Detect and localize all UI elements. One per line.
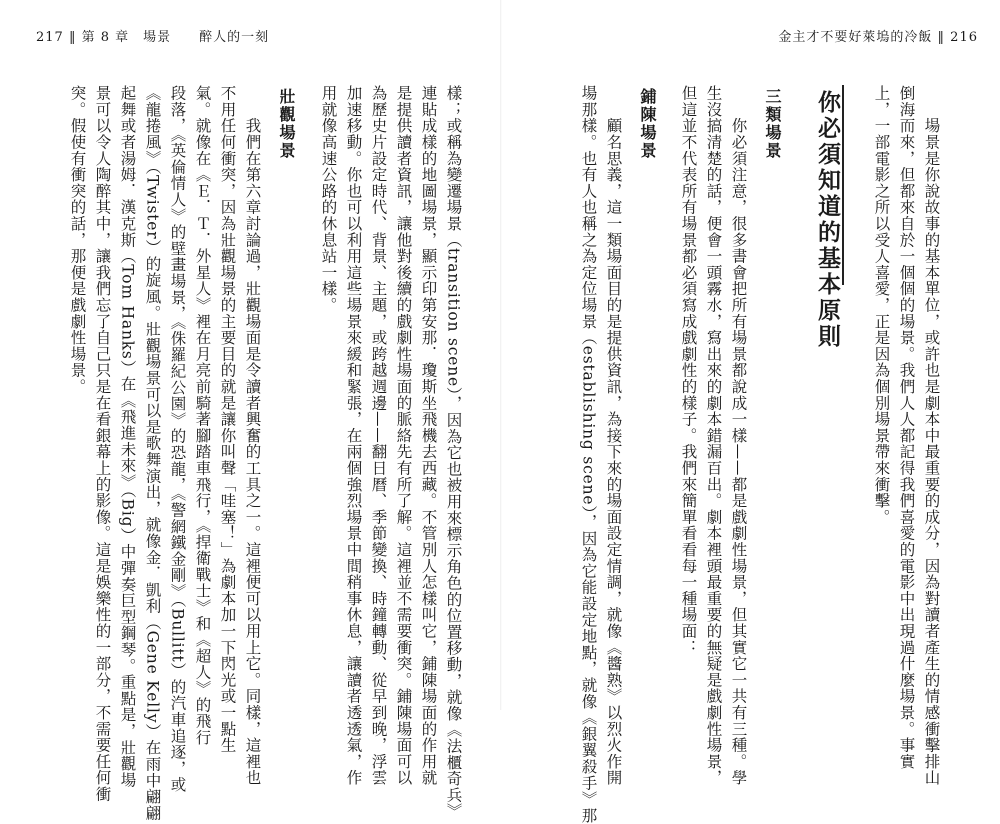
- para2-line-3: 氣。就像在《Ｅ．Ｔ．外星人》裡在月亮前騎著腳踏車飛行，《捍衛戰士》和《超人》的飛行: [193, 85, 212, 746]
- para1-line-1: 樣；或稱為變遷場景（transition scene），因為它也被用來標示角色的位置移動，就像《法櫃奇兵》: [444, 85, 463, 820]
- heading-three-scene-types: 三類場景: [763, 88, 782, 160]
- para1-line-6: 用就像高速公路的休息站一樣。: [319, 85, 338, 314]
- para2-line-8: 突。假使有衝突的話，那便是戲劇性場景。: [68, 85, 87, 395]
- running-header-left: 217 ‖ 第 8 章 場景 醉人的一刻: [36, 30, 270, 45]
- section2-line-2: 場那樣。也有人也稱之為定位場景（establishing scene），因為它能設定地點，就像《銀翼殺手》那: [579, 85, 598, 824]
- para2-line-7: 景可以令人陶醉其中，讓我們忘了自己只是在看銀幕上的影像。這是娛樂性的一部分，不需要任何衝: [93, 85, 112, 803]
- intro-line-3: 上，一部電影之所以受人喜愛，正是因為個別場景帶來衝擊。: [872, 85, 891, 526]
- para2-line-4: 段落，《英倫情人》的壁畫場景，《侏羅紀公園》的恐龍，《警網鐵金剛》（Bullitt）的汽車追逐，或: [168, 85, 187, 793]
- para2-line-2: 不用任何衝突，因為壯觀場景的主要目的就是讓你叫聲「哇塞！」為劇本加一下閃光或一點生: [218, 85, 237, 754]
- section2-line-1: 顧名思義，這一類場面目的是提供資訊，為接下來的場面設定情調，就像《醬熟》以烈火作開: [604, 85, 623, 786]
- page-gutter: [500, 0, 502, 710]
- intro-line-1: 場景是你說故事的基本單位，或許也是劇本中最重要的成分，因為對讀者產生的情感衝擊排山: [922, 85, 941, 786]
- para2-line-1: 我們在第六章討論過，壯觀場面是令讀者興奮的工具之一。這裡便可以用上它。同樣，這裡也: [243, 85, 262, 786]
- heading-exposition-scene: 鋪陳場景: [638, 88, 657, 160]
- para1-line-3: 是提供讀者資訊，讓他對後續的戲劇性場面的脈絡先有所了解。這裡並不需要衝突。鋪陳場面可以: [394, 85, 413, 786]
- para2-line-5: 《龍捲風》（Twister）的旋風。壯觀場景可以是歌舞演出，就像金．凱利（Gene Kelly）在雨中翩翩: [143, 85, 162, 822]
- para2-line-6: 起舞或者湯姆．漢克斯（Tom Hanks）在《飛進未來》（Big）中彈奏巨型鋼琴。重點是，壯觀場: [118, 85, 137, 789]
- heading-spectacle-scene: 壯觀場景: [277, 88, 296, 160]
- section1-line-2: 生沒搞清楚的話，便會一頭霧水，寫出來的劇本錯漏百出。劇本裡頭最重要的無疑是戲劇性場景，: [704, 85, 723, 786]
- section1-line-3: 但這並不代表所有場景都必須寫成戲劇性的樣子。我們來簡單看看每一種場面：: [679, 85, 698, 656]
- running-header-right: 金主才不要好萊塢的冷飯 ‖ 216: [778, 30, 978, 45]
- para1-line-5: 加速移動。你也可以利用這些場景來緩和緊張，在兩個強烈場景中間稍事休息，讓讀者透透氣，作: [344, 85, 363, 786]
- para1-line-4: 為歷史片設定時代、背景、主題，或跨越週邊——翻日曆、季節變換、時鐘轉動、從早到晚，浮雲: [369, 85, 388, 786]
- section-title: 你必須知道的基本原則: [814, 90, 840, 350]
- section1-line-1: 你必須注意，很多書會把所有場景都說成一樣——都是戲劇性場景，但其實它一共有三種。學: [729, 85, 748, 786]
- intro-line-2: 倒海而來，但都來自於一個個的場景。我們人人都記得我們喜愛的電影中出現過什麼場景。事實: [897, 85, 916, 770]
- para1-line-2: 連貼成樣的地圖場景，顯示印第安那．瓊斯坐飛機去西藏。不管別人怎樣叫它，鋪陳場面的作用就: [419, 85, 438, 786]
